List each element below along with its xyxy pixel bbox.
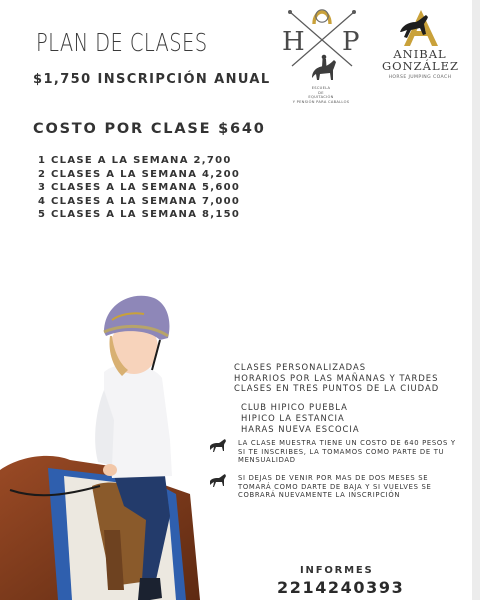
contact-phone[interactable]: 2214240393 [277,578,405,597]
feature-item: HORARIOS POR LAS MAÑANAS Y TARDES [234,372,439,383]
coach-subtitle: HORSE JUMPING COACH [388,75,452,80]
child-on-horse-photo [0,280,232,600]
riding-jacket [104,364,172,478]
weekly-plans-list [38,154,240,222]
hp-letter-h: H [282,27,305,57]
riding-boot [138,578,162,600]
cost-per-class: COSTO POR CLASE $640 [33,121,266,137]
feature-item: CLASES PERSONALIZADAS [234,362,367,372]
page-title: PLAN DE CLASES [36,28,208,57]
plan-item: 1 CLASE A LA SEMANA 2,700 [38,155,232,166]
plan-item: 3 CLASES A LA SEMANA 5,600 [38,182,241,193]
annual-enrollment-fee: $1,750 INSCRIPCIÓN ANUAL [33,72,271,87]
horseshoe-icon [314,10,330,24]
coach-logo [396,8,446,48]
plan-item: 4 CLASES A LA SEMANA 7,000 [38,195,241,207]
horse-icon [209,474,229,488]
hp-letter-p: P [342,27,360,57]
note-text: LA CLASE MUESTRA TIENE UN COSTO DE 640 PESOS Y SI TE INSCRIBES, LA TOMAMOS COMO PARTE DE TU MENSUALIDAD [238,439,456,465]
note-text: SI DEJAS DE VENIR POR MAS DE DOS MESES SE TOMARÁ COMO DARTE DE BAJA Y SI VUELVES SE COBRARÁ NUEVAMENTE LA INSCRIPCIÓN [238,474,432,500]
coach-name: ANIBAL GONZÁLEZ [382,47,459,73]
features-list [234,362,439,394]
page-edge [472,0,480,600]
location-item: HARAS NUEVA ESCOCIA [241,423,360,434]
hp-logo-caption: ESCUELA DE EQUITACIÓN Y PENSIÓN PARA CABALLOS [292,86,350,104]
rider-on-horse-icon [312,55,336,80]
location-item: CLUB HIPICO PUEBLA [241,402,348,412]
contact-label: INFORMES [300,565,374,576]
plan-item: 5 CLASES A LA SEMANA 8,150 [38,209,241,220]
locations-list [241,402,360,434]
plan-item: 2 CLASES A LA SEMANA 4,200 [38,168,241,180]
feature-item: CLASES EN TRES PUNTOS DE LA CIUDAD [234,383,440,393]
location-item: HIPICO LA ESTANCIA [241,412,345,423]
horse-icon [209,439,229,453]
hand [103,464,117,476]
